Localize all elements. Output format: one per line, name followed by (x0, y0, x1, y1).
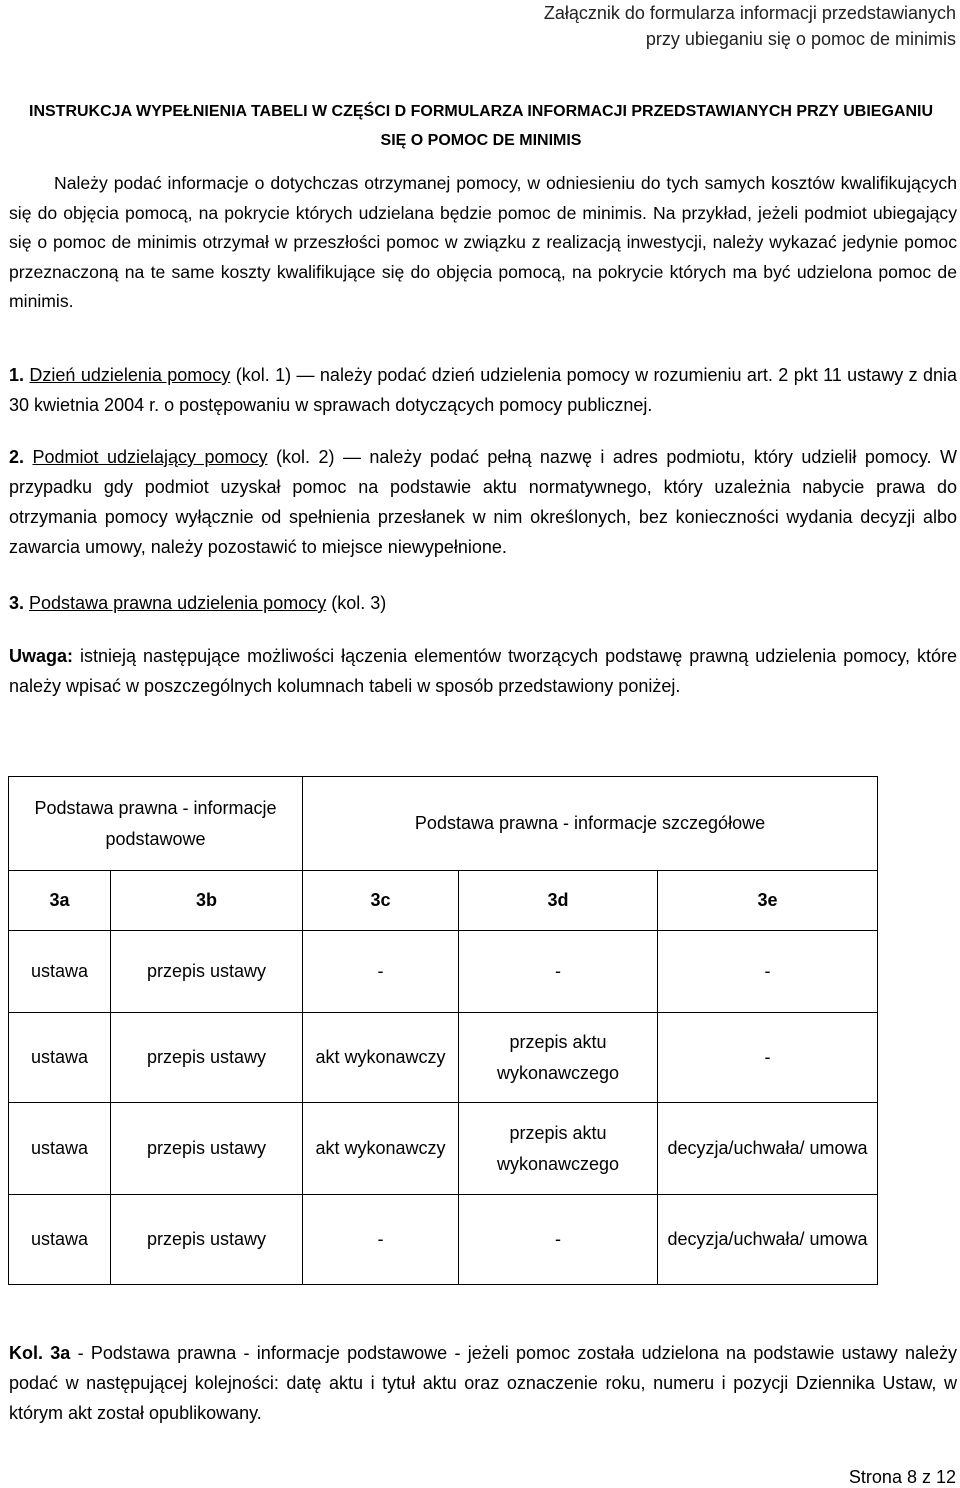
legal-basis-table (8, 776, 878, 1285)
table-cell: ustawa (9, 1103, 111, 1195)
section-2-text: — należy podać pełną nazwę i adres podmiotu, który udzielił pomocy. W przypadku gdy podmiot uzyskał pomoc na podstawie aktu normatywnego, który uzależnia nabycie prawa do otrzymania pomocy wyłącznie od spełnienia przesłanek w nim określonych, bez konieczności wydania decyzji albo zawarcia umowy, należy pozostawić to miejsce niewypełnione. (9, 447, 957, 557)
table-cell: - (459, 931, 658, 1013)
table-row (9, 1195, 878, 1285)
section-2-heading: Podmiot udzielający pomocy (32, 447, 268, 467)
section-1-col: (kol. 1) (235, 365, 292, 385)
table-cell: przepis aktu wykonawczego (459, 1103, 658, 1195)
kol-3a-paragraph (9, 1338, 957, 1428)
section-1-number: 1. (9, 365, 25, 385)
table-cell: przepis ustawy (111, 1195, 303, 1285)
table-cell: - (658, 931, 878, 1013)
section-1-heading: Dzień udzielenia pomocy (29, 365, 231, 385)
col-header-3b: 3b (111, 871, 303, 931)
table-columns-row (9, 871, 878, 931)
title-line-2: SIĘ O POMOC DE MINIMIS (380, 132, 582, 149)
note-text: istnieją następujące możliwości łączenia elementów tworzących podstawę prawną udzielenia pomocy, które należy wpisać w poszczególnych kolumnach tabeli w sposób przedstawiony poniżej. (9, 646, 957, 696)
col-header-3d: 3d (459, 871, 658, 931)
table-cell: - (303, 931, 459, 1013)
section-3-heading: Podstawa prawna udzielenia pomocy (29, 593, 327, 613)
table-cell: przepis ustawy (111, 931, 303, 1013)
section-3-paragraph (9, 588, 957, 618)
header-line-1: Załącznik do formularza informacji przedstawianych (543, 3, 956, 23)
col-header-3c: 3c (303, 871, 459, 931)
header-basic-cell: Podstawa prawna - informacje podstawowe (9, 777, 303, 871)
col-header-3e: 3e (658, 871, 878, 931)
table-cell: przepis ustawy (111, 1013, 303, 1103)
table-cell: ustawa (9, 1195, 111, 1285)
section-2-col: (kol. 2) (276, 447, 335, 467)
table-row (9, 931, 878, 1013)
table-cell: akt wykonawczy (303, 1013, 459, 1103)
table-cell: akt wykonawczy (303, 1103, 459, 1195)
section-1-text: — należy podać dzień udzielenia pomocy w rozumieniu art. 2 pkt 11 ustawy z dnia 30 kwietnia 2004 r. o postępowaniu w sprawach dotyczących pomocy publicznej. (9, 365, 958, 415)
header-detail-cell: Podstawa prawna - informacje szczegółowe (303, 777, 878, 871)
table-header-row (9, 777, 878, 871)
table-cell: ustawa (9, 931, 111, 1013)
header-line-2: przy ubieganiu się o pomoc de minimis (645, 29, 956, 49)
table-cell: decyzja/uchwała/ umowa (658, 1195, 878, 1285)
table-cell: - (459, 1195, 658, 1285)
table-row (9, 1103, 878, 1195)
table-cell: - (303, 1195, 459, 1285)
intro-paragraph: Należy podać informacje o dotychczas otrzymanej pomocy, w odniesieniu do tych samych kosztów kwalifikujących się do objęcia pomocą, na pokrycie których udzielana będzie pomoc de minimis. Na przykład, jeżeli podmiot ubiegający się o pomoc de minimis otrzymał w przeszłości pomoc w związku z realizacją inwestycji, należy wykazać jedynie pomoc przeznaczoną na te same koszty kwalifikujące się do objęcia pomocą, na pokrycie których ma być udzielona pomoc de minimis. (9, 173, 957, 311)
page-number: Strona 8 z 12 (848, 1467, 956, 1487)
note-paragraph (9, 641, 957, 701)
table-cell: - (658, 1013, 878, 1103)
section-2-paragraph (9, 442, 957, 562)
table-cell: przepis aktu wykonawczego (459, 1013, 658, 1103)
kol-3a-label: Kol. 3a (9, 1343, 71, 1363)
section-3-col: (kol. 3) (331, 593, 387, 613)
section-1-paragraph (9, 360, 957, 420)
table-cell: ustawa (9, 1013, 111, 1103)
kol-3a-text: - Podstawa prawna - informacje podstawowe - jeżeli pomoc została udzielona na podstawie ustawy należy podać w następującej kolejności: datę aktu i tytuł aktu oraz oznaczenie roku, numeru i pozycji Dziennika Ustaw, w którym akt został opublikowany. (9, 1343, 957, 1423)
note-label: Uwaga: (9, 646, 74, 666)
table-cell: przepis ustawy (111, 1103, 303, 1195)
instruction-title (6, 97, 956, 155)
col-header-3a: 3a (9, 871, 111, 931)
title-line-1: INSTRUKCJA WYPEŁNIENIA TABELI W CZĘŚCI D FORMULARZA INFORMACJI PRZEDSTAWIANYCH PRZY UBIEGANIU (29, 103, 933, 120)
document-header (544, 0, 956, 52)
section-3-number: 3. (9, 593, 25, 613)
table-cell: decyzja/uchwała/ umowa (658, 1103, 878, 1195)
section-2-number: 2. (9, 447, 25, 467)
table-row (9, 1013, 878, 1103)
